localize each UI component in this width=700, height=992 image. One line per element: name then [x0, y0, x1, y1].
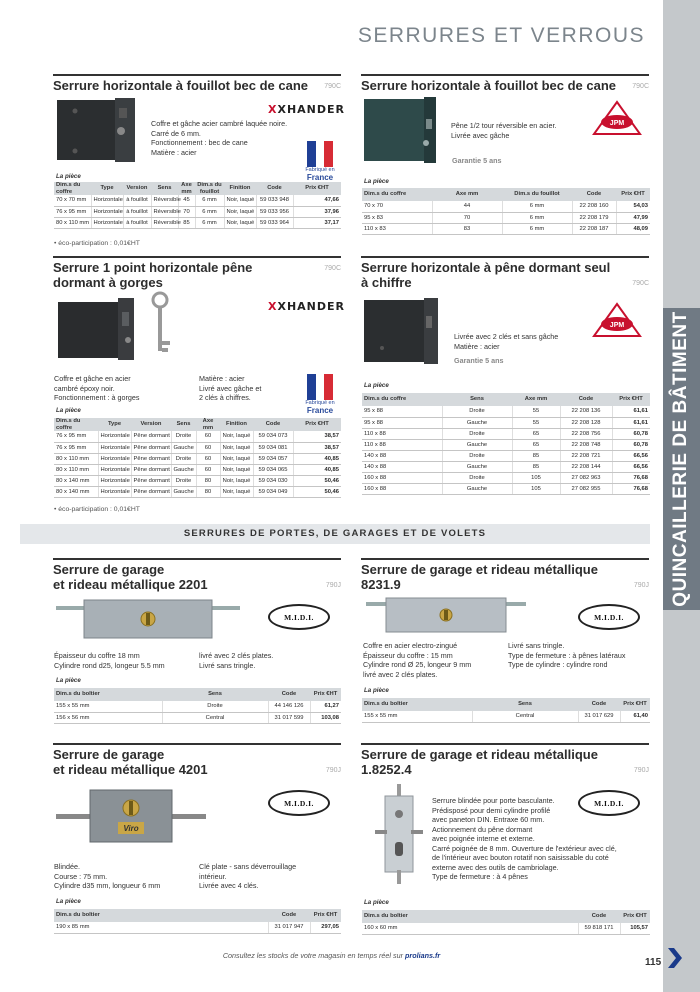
website-link[interactable]: prolians.fr	[405, 951, 441, 960]
category-banner: SERRURES DE PORTES, DE GARAGES ET DE VOLETS	[20, 524, 650, 544]
product-description-right: Matière : acier Livré avec gâche et 2 clés à chiffres.	[199, 374, 262, 402]
table-row: 80 x 140 mm Horizontale Pêne dormant Droite 80 Noir, laqué 59 034 030 50,46	[54, 475, 341, 486]
eco-participation: • éco-participation : 0,01€HT	[54, 506, 140, 513]
ref-code: 790C	[632, 280, 649, 287]
product-description-left: Coffre et gâche en acier cambré époxy noir. Fonctionnement : à gorges	[54, 374, 140, 402]
product-description-right: livré avec 2 clés plates. Livré sans tringle.	[199, 651, 274, 670]
table-row: 95 x 88 Droite 55 22 208 136 61,61	[362, 406, 650, 417]
key-image	[146, 291, 174, 361]
unit-label: La pièce	[56, 677, 81, 684]
section-title: Serrure horizontale à fouillot bec de cane	[53, 78, 309, 93]
brand-logo-midi: M.I.D.I.	[268, 790, 330, 816]
warranty-label: Garantie 5 ans	[454, 356, 504, 365]
section-3	[53, 256, 341, 290]
section-1	[53, 74, 341, 93]
section-6	[361, 558, 649, 592]
product-image	[366, 596, 526, 636]
table-row: 80 x 110 mm Horizontale Pêne dormant Droite 60 Noir, laqué 59 034 057 40,85	[54, 453, 341, 464]
ref-code: 790J	[633, 582, 649, 589]
france-flag-icon	[307, 141, 333, 167]
ref-code: 790C	[632, 83, 649, 90]
table-row: 76 x 95 mm Horizontale Pêne dormant Gauche 60 Noir, laqué 59 034 081 38,57	[54, 442, 341, 453]
section-4	[361, 256, 649, 290]
ref-code: 790J	[325, 767, 341, 774]
table-row: 160 x 88 Gauche 105 27 082 955 76,68	[362, 483, 650, 494]
ref-code: 790J	[633, 767, 649, 774]
table-row: 80 x 110 mm Horizontale à fouillot Réversible 85 6 mm Noir, laqué 59 033 964 37,17	[54, 217, 341, 228]
table-row: 80 x 110 mm Horizontale Pêne dormant Gauche 60 Noir, laqué 59 034 065 40,85	[54, 464, 341, 475]
table-row: 160 x 60 mm 59 818 171 105,57	[362, 923, 650, 934]
table-row: 140 x 88 Droite 85 22 208 721 66,56	[362, 450, 650, 461]
table-row: 190 x 85 mm 31 017 947 297,05	[54, 922, 341, 933]
product-image	[362, 296, 440, 366]
table-row: 95 x 88 Gauche 55 22 208 128 61,61	[362, 417, 650, 428]
brand-logo-jpm	[592, 302, 642, 338]
price-table: Dim.s du boîtier Sens Code Prix €HT 155 x 55 mm Droite 44 146 126 61,27 156 x 56 mm Central 31 017 599 103,08	[54, 688, 341, 724]
price-table: Dim.s du coffre Type Version Sens Axe mm Finition Code Prix €HT 76 x 95 mm Horizontale Pêne dormant Droite 60 Noir, laqué 59 034 073 38,57 76 x 95 mm Horizontale Pêne dormant Gauche 60 Noir, laqué 59 034 081 38,57 80 x 110 mm Horizontale Pêne dormant Droite 60 Noir, laqué 59 034 057 40,85 80 x 110 mm Horizontale Pêne dormant Gauche 60 Noir, laqué 59 034 065 40,85 80 x 140 mm Horizontale Pêne dormant Droite 80 Noir, laqué 59 034 030 50,46 80 x 140 mm Horizontale Pêne dormant Gauche 80 Noir, laqué 59 034 049 50,46	[54, 418, 341, 498]
brand-logo-midi: M.I.D.I.	[578, 604, 640, 630]
price-table: Dim.s du coffre Axe mm Dim.s du fouillot Code Prix €HT 70 x 70 44 6 mm 22 208 160 54,03 95 x 83 70 6 mm 22 208 179 47,99 110 x 83 83 6 mm 22 208 187 48,09	[362, 188, 650, 235]
made-in-france-badge: Fabriqué en France	[300, 374, 340, 415]
product-description-right: Livré sans tringle. Type de fermeture : à pênes latéraux Type de cylindre : cylindre rond	[508, 641, 626, 669]
table-row: 155 x 55 mm Droite 44 146 126 61,27	[54, 701, 341, 712]
page-title: SERRURES ET VERROUS	[357, 24, 645, 47]
section-title: Serrure de garage et rideau métallique 1.8252.4	[361, 747, 598, 777]
section-title: Serrure de garage et rideau métallique 8231.9	[361, 562, 598, 592]
price-table: Dim.s du boîtier Code Prix €HT 190 x 85 mm 31 017 947 297,05	[54, 909, 341, 934]
svg-text:JPM: JPM	[609, 120, 625, 127]
product-image	[56, 296, 138, 362]
table-row: 70 x 70 44 6 mm 22 208 160 54,03	[362, 201, 650, 212]
section-title: Serrure de garage et rideau métallique 4201	[53, 747, 208, 777]
france-flag-icon	[307, 374, 333, 400]
made-in-france-badge: Fabriqué en France	[300, 141, 340, 182]
table-row: 76 x 95 mm Horizontale à fouillot Réversible 70 6 mm Noir, laqué 59 033 956 37,96	[54, 206, 341, 217]
product-image	[362, 97, 438, 165]
unit-label: La pièce	[364, 178, 389, 185]
table-row: 70 x 70 mm Horizontale à fouillot Réversible 45 6 mm Noir, laqué 59 033 948 47,66	[54, 195, 341, 206]
page-number: 115	[645, 957, 662, 968]
section-title: Serrure horizontale à pêne dormant seul à chiffre	[361, 260, 611, 290]
product-description: Pêne 1/2 tour réversible en acier. Livrée avec gâche	[451, 121, 557, 140]
section-title: Serrure 1 point horizontale pêne dormant à gorges	[53, 260, 253, 290]
product-image	[375, 784, 423, 884]
product-image	[55, 96, 141, 166]
unit-label: La pièce	[364, 899, 389, 906]
product-description: Livrée avec 2 clés et sans gâche Matière : acier	[454, 332, 559, 351]
table-row: 156 x 56 mm Central 31 017 599 103,08	[54, 712, 341, 723]
svg-text:JPM: JPM	[609, 322, 625, 329]
section-2	[361, 74, 649, 93]
brand-logo-xhander: XXHANDER	[268, 103, 346, 116]
brand-logo-midi: M.I.D.I.	[578, 790, 640, 816]
brand-mark: Viro	[123, 824, 139, 833]
unit-label: La pièce	[56, 898, 81, 905]
footer-note: Consultez les stocks de votre magasin en temps réel sur prolians.fr	[222, 951, 441, 960]
price-table: Dim.s du boîtier Sens Code Prix €HT 155 x 55 mm Central 31 017 629 61,40	[362, 698, 650, 723]
sidebar-label: QUINCAILLERIE DE BÂTIMENT	[670, 311, 691, 607]
section-5	[53, 558, 341, 592]
product-image	[56, 786, 206, 846]
unit-label: La pièce	[364, 687, 389, 694]
brand-logo-xhander: XXHANDER	[268, 300, 346, 313]
product-image	[56, 598, 240, 640]
product-description-left: Blindée. Course : 75 mm. Cylindre d35 mm, longueur 6 mm	[54, 862, 161, 890]
next-page-arrow-icon[interactable]	[666, 948, 682, 968]
ref-code: 790C	[324, 83, 341, 90]
price-table: Dim.s du coffre Type Version Sens Axe mm Dim.s du fouillot Finition Code Prix €HT 70 x 70 mm Horizontale à fouillot Réversible 45 6 mm Noir, laqué 59 033 948 47,66 76 x 95 mm Horizontale à fouillot Réversible 70 6 mm Noir, laqué 59 033 956 37,96 80 x 110 mm Horizontale à fouillot Réversible 85 6 mm Noir, laqué 59 033 964 37,17	[54, 182, 341, 229]
ref-code: 790C	[324, 265, 341, 272]
table-row: 76 x 95 mm Horizontale Pêne dormant Droite 60 Noir, laqué 59 034 073 38,57	[54, 431, 341, 442]
section-7	[53, 743, 341, 777]
warranty-label: Garantie 5 ans	[452, 156, 502, 165]
table-row: 140 x 88 Gauche 85 22 208 144 66,56	[362, 461, 650, 472]
section-title: Serrure de garage et rideau métallique 2201	[53, 562, 208, 592]
product-description-left: Épaisseur du coffre 18 mm Cylindre rond d25, longeur 5.5 mm	[54, 651, 165, 670]
eco-participation: • éco-participation : 0,01€HT	[54, 240, 140, 247]
price-table: Dim.s du coffre Sens Axe mm Code Prix €HT 95 x 88 Droite 55 22 208 136 61,61 95 x 88 Gauche 55 22 208 128 61,61 110 x 88 Droite 65 22 208 756 60,78 110 x 88 Gauche 65 22 208 748 60,78 140 x 88 Droite 85 22 208 721 66,56 140 x 88 Gauche 85 22 208 144 66,56 160 x 88 Droite 105 27 082 963 76,68 160 x 88 Gauche 105 27 082 955 76,68	[362, 393, 650, 495]
product-description: Serrure blindée pour porte basculante. Prédisposé pour demi cylindre profilé avec paneton DIN. Entraxe 60 mm. Actionnement du pêne dormant avec poignée interne et externe. Carré poignée de 8 mm. Ouverture de l'extérieur avec clé, de l'intérieur avec bouton rotatif non saisissable du coté externe avec des outils de cambriolage. Type de fermeture : à 4 pênes	[432, 796, 617, 881]
table-row: 155 x 55 mm Central 31 017 629 61,40	[362, 711, 650, 722]
product-description: Coffre et gâche acier cambré laquée noire. Carré de 6 mm. Fonctionnement : bec de cane Matière : acier	[151, 119, 288, 157]
product-description-left: Coffre en acier electro-zingué Épaisseur du coffre : 15 mm Cylindre rond Ø 25, longeur 9 mm livré avec 2 clés plates.	[363, 641, 472, 679]
table-row: 95 x 83 70 6 mm 22 208 179 47,99	[362, 212, 650, 223]
table-row: 110 x 83 83 6 mm 22 208 187 48,09	[362, 223, 650, 234]
section-title: Serrure horizontale à fouillot bec de cane	[361, 78, 617, 93]
price-table: Dim.s du boîtier Code Prix €HT 160 x 60 mm 59 818 171 105,57	[362, 910, 650, 935]
table-row: 160 x 88 Droite 105 27 082 963 76,68	[362, 472, 650, 483]
product-description-right: Clé plate - sans déverrouillage intérieur. Livrée avec 4 clés.	[199, 862, 297, 890]
unit-label: La pièce	[56, 173, 81, 180]
ref-code: 790J	[325, 582, 341, 589]
unit-label: La pièce	[364, 382, 389, 389]
table-row: 80 x 140 mm Horizontale Pêne dormant Gauche 80 Noir, laqué 59 034 049 50,46	[54, 486, 341, 497]
section-8	[361, 743, 649, 777]
table-row: 110 x 88 Droite 65 22 208 756 60,78	[362, 428, 650, 439]
unit-label: La pièce	[56, 407, 81, 414]
brand-logo-jpm	[592, 100, 642, 136]
table-row: 110 x 88 Gauche 65 22 208 748 60,78	[362, 439, 650, 450]
brand-logo-midi: M.I.D.I.	[268, 604, 330, 630]
